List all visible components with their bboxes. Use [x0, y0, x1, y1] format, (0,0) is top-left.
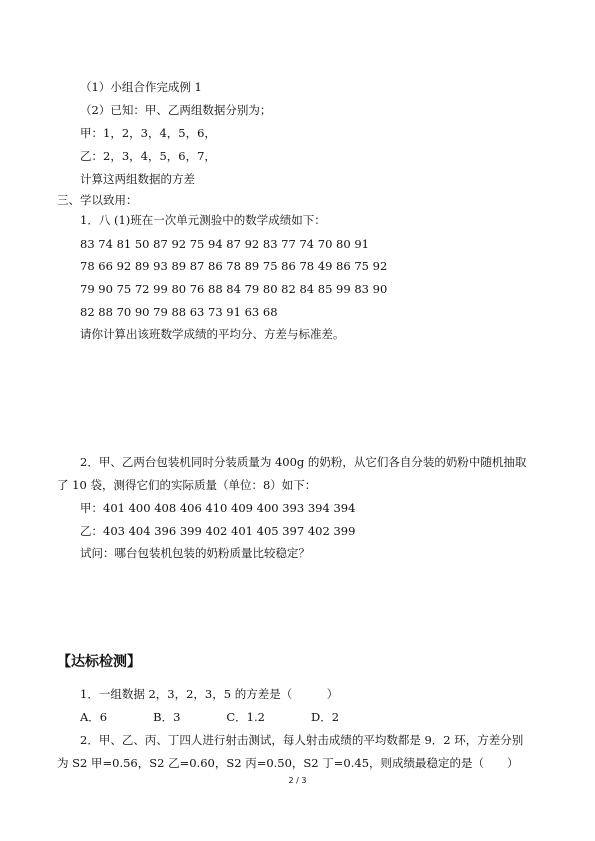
q1-data-row: 78 66 92 89 93 89 87 86 78 89 75 86 78 49 86 75 92: [80, 259, 388, 273]
q2-intro-line1: 2．甲、乙两台包装机同时分装质量为 400g 的奶粉，从它们各自分装的奶粉中随机抽取: [80, 455, 527, 469]
q2-jia-line: 甲：401 400 408 406 410 409 400 393 394 394: [80, 501, 356, 515]
q2-yi-line: 乙：403 404 396 399 402 401 405 397 402 399: [80, 524, 356, 538]
jia-data-line: 甲：1，2，3，4，5，6，: [80, 126, 216, 140]
known-data-line: （2）已知：甲、乙两组数据分别为；: [80, 103, 272, 117]
check-q2-line1: 2．甲、乙、丙、丁四人进行射击测试，每人射击成绩的平均数都是 9．2 环，方差分别: [80, 733, 524, 747]
q1-task: 请你计算出该班数学成绩的平均分、方差与标准差。: [80, 327, 345, 341]
q1-data-row: 82 88 70 90 79 88 63 73 91 63 68: [80, 305, 278, 319]
q1-data-row: 79 90 75 72 99 80 76 88 84 79 80 82 84 85 99 83 90: [80, 282, 388, 296]
check-q2-line2: 为 S2 甲=0.56，S2 乙=0.60，S2 丙=0.50，S2 丁=0.45，则成绩最稳定的是（ ）: [57, 756, 519, 770]
page-number: 2 / 3: [288, 776, 307, 785]
yi-data-line: 乙：2，3，4，5，6，7，: [80, 149, 216, 163]
check-q1: 1．一组数据 2，3，2，3，5 的方差是（ ）: [80, 687, 339, 701]
section-heading-apply: 三、学以致用：: [57, 193, 138, 207]
q2-question: 试问：哪台包装机包装的奶粉质量比较稳定？: [80, 546, 310, 560]
q1-intro: 1．八 (1)班在一次单元测验中的数学成绩如下：: [80, 213, 326, 227]
q1-data-row: 83 74 81 50 87 92 75 94 87 92 83 77 74 70 80 91: [80, 237, 369, 251]
q2-intro-line2: 了 10 袋，测得它们的实际质量（单位：8）如下：: [57, 478, 317, 492]
section-heading-check: 【达标检测】: [57, 654, 141, 670]
check-q1-options: A．6 B．3 C．1.2 D．2: [80, 710, 340, 724]
group-work-line: （1）小组合作完成例 1: [80, 80, 202, 94]
compute-variance-line: 计算这两组数据的方差: [80, 172, 195, 186]
